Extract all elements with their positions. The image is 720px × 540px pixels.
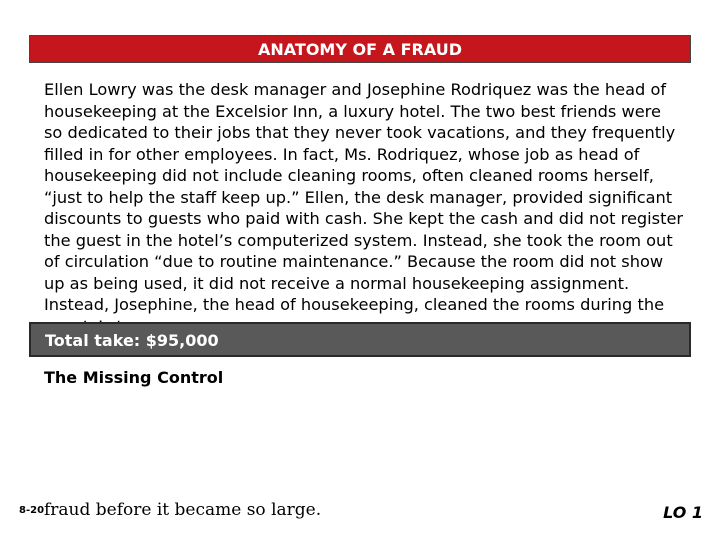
slide-number: 8-20 (19, 505, 45, 516)
slide-title-bar (29, 35, 691, 63)
missing-control-heading: The Missing Control (44, 368, 224, 387)
learning-objective-label: LO 1 (663, 503, 703, 522)
total-take-label: Total take: $95,000 (45, 331, 219, 350)
fraud-story-text: Ellen Lowry was the desk manager and Josephine Rodriquez was the head of housekeeping at the Excelsior Inn, a luxury hotel. The two best friends were so dedicated to their jobs that they never took vacations, and they frequently filled in for other employees. In fact, Ms. Rodriquez, whose job as head of housekeeping did not include cleaning rooms, often cleaned rooms herself, “just to help the staff keep up.” Ellen, the desk manager, provided significant discounts to guests who paid with cash. She kept the cash and did not register the guest in the hotel’s computerized system. Instead, she took the room out of circulation “due to routine maintenance.” Because the room did not show up as being used, it did not receive a normal housekeeping assignment. Instead, Josephine, the head of housekeeping, cleaned the rooms during the (44, 80, 684, 314)
footer-text: fraud before it became so large. (44, 500, 322, 520)
slide-title: ANATOMY OF A FRAUD (258, 39, 462, 59)
